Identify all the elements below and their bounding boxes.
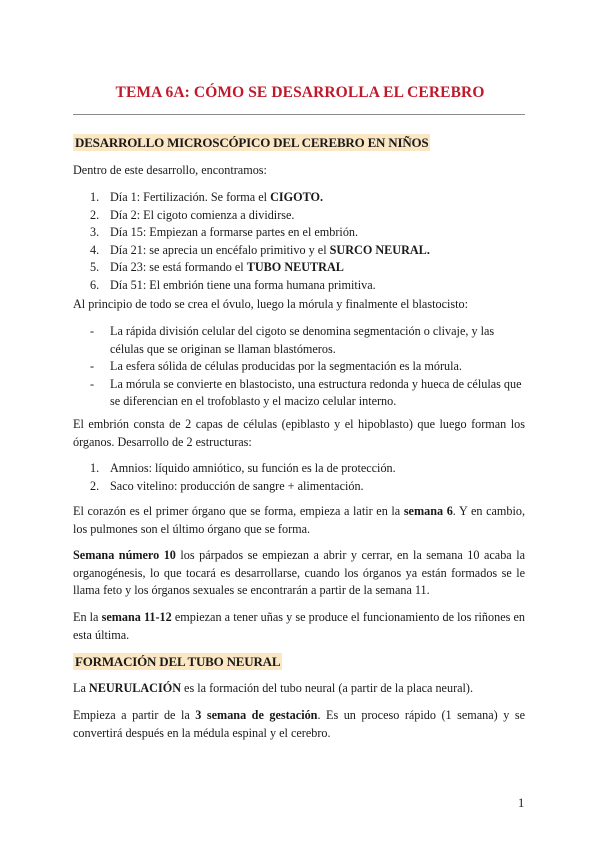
heart-text-a: El corazón es el primer órgano que se forma, empieza a latir en la [73, 504, 404, 518]
days-list [73, 189, 525, 294]
day-text: Día 2: El cigoto comienza a dividirse. [110, 207, 295, 222]
week11-paragraph [73, 609, 525, 644]
day-number: 1. [90, 190, 100, 204]
dash-item-text: La mórula se convierte en blastocisto, una estructura redonda y hueca de células que se diferencian en el trofoblasto y el macizo celular interno. [110, 376, 522, 408]
week11-text-a: En la [73, 610, 102, 624]
section-heading-neural-tube: FORMACIÓN DEL TUBO NEURAL [75, 654, 281, 669]
day-item [73, 277, 525, 295]
day-number: 4. [90, 242, 100, 257]
day-number: 5. [90, 260, 100, 274]
week10-bold: Semana número 10 [73, 548, 176, 562]
day-number: 2. [90, 207, 100, 222]
page-title: TEMA 6A: CÓMO SE DESARROLLA EL CEREBRO [115, 84, 485, 101]
day-item [73, 224, 525, 242]
gestation-text-a: Empieza a partir de la [73, 708, 196, 722]
structure-number: 2. [90, 478, 100, 493]
day-text: Día 21: se aprecia un encéfalo primitivo y el [110, 242, 330, 257]
day-bold: CIGOTO. [270, 190, 324, 204]
page-number: 1 [518, 796, 525, 810]
dash-item [73, 323, 525, 358]
day-text: Día 23: se está formando el [110, 260, 247, 274]
structures-list [73, 460, 525, 495]
dash-item [73, 376, 525, 411]
day-text: Día 1: Fertilización. Se forma el [110, 190, 271, 204]
structure-text: Saco vitelino: producción de sangre + alimentación. [110, 478, 364, 493]
dash-bullet: - [90, 324, 95, 338]
structure-number: 1. [90, 461, 100, 475]
embryo-paragraph: El embrión consta de 2 capas de células (epiblasto y el hipoblasto) que luego forman los órganos. Desarrollo de 2 estructuras: [73, 417, 525, 449]
heart-text-c: . Y en cambio, los pulmones son el último órgano que se forma. [73, 504, 525, 536]
structure-item [73, 460, 525, 478]
ovule-paragraph: Al principio de todo se crea el óvulo, luego la mórula y finalmente el blastocisto: [73, 297, 468, 311]
neurulation-paragraph [73, 680, 525, 698]
dash-list [73, 323, 525, 411]
neurulation-text-c: es la formación del tubo neural (a partir de la placa neural). [181, 681, 474, 695]
title-divider [73, 114, 525, 115]
week10-text: los párpados se empiezan a abrir y cerrar, en la semana 10 acaba la organogénesis, lo que tocará es desarrollarse, cuando los órganos ya están formados se le llama feto y los órganos sexuales se encontrarán a partir de la semana 11. [73, 548, 525, 597]
day-item [73, 259, 525, 277]
dash-bullet: - [90, 359, 95, 373]
day-bold: TUBO NEUTRAL [246, 260, 344, 274]
week11-bold: semana 11-12 [101, 610, 172, 624]
day-item [73, 207, 525, 225]
week10-paragraph [73, 547, 525, 600]
day-text: Día 51: El embrión tiene una forma humana primitiva. [110, 277, 376, 292]
dash-item [73, 358, 525, 376]
week11-text-c: empiezan a tener uñas y se produce el funcionamiento de los riñones en esta última. [73, 610, 525, 642]
heart-paragraph [73, 503, 525, 538]
heart-text-bold: semana 6 [403, 504, 453, 518]
intro-paragraph: Dentro de este desarrollo, encontramos: [73, 163, 267, 177]
gestation-bold: 3 semana de gestación [195, 708, 318, 722]
dash-item-text: La rápida división celular del cigoto se denomina segmentación o clivaje, y las células que se originan se llaman blastómeros. [110, 324, 495, 356]
day-text: Día 15: Empiezan a formarse partes en el embrión. [110, 225, 359, 239]
day-number: 6. [90, 277, 100, 292]
day-item [73, 189, 525, 207]
day-bold: SURCO NEURAL. [329, 242, 430, 257]
neurulation-bold: NEURULACIÓN [88, 681, 181, 695]
dash-item-text: La esfera sólida de células producidas por la segmentación es la mórula. [110, 359, 462, 373]
structure-text: Amnios: líquido amniótico, su función es la de protección. [110, 461, 396, 475]
neurulation-text-a: La [73, 681, 89, 695]
dash-bullet: - [90, 376, 95, 391]
day-item [73, 242, 525, 260]
section-heading-microscopic: DESARROLLO MICROSCÓPICO DEL CEREBRO EN NIÑOS [75, 135, 429, 150]
gestation-text-c: . Es un proceso rápido (1 semana) y se convertirá después en la médula espinal y el cerebro. [73, 708, 525, 740]
structure-item [73, 478, 525, 496]
day-number: 3. [90, 225, 100, 239]
gestation-paragraph [73, 707, 525, 742]
